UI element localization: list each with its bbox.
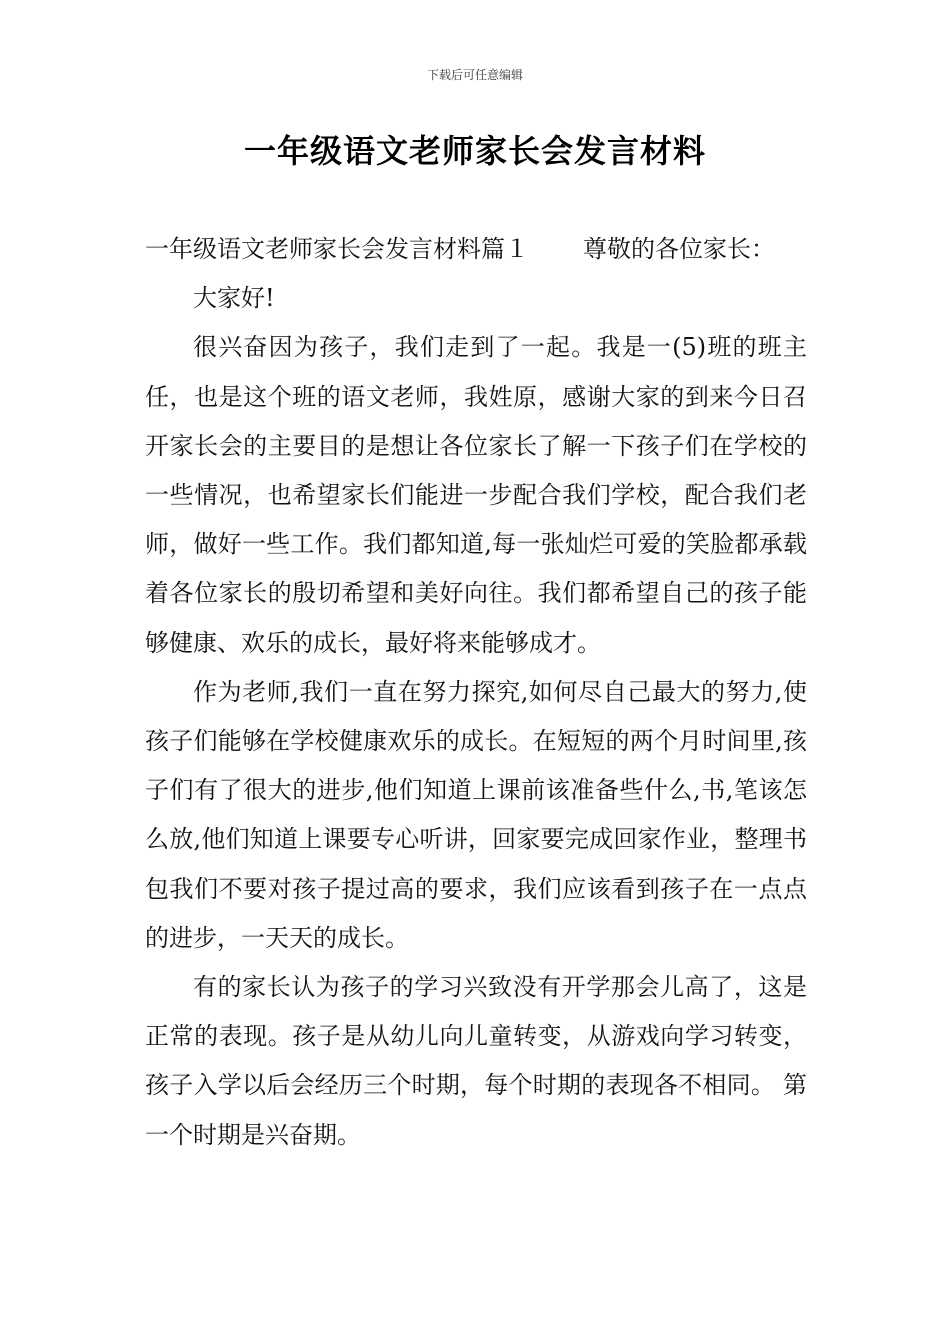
- salutation: 尊敬的各位家长：: [583, 235, 775, 263]
- paragraph-5: 有的家长认为孩子的学习兴致没有开学那会儿高了，这是正常的表现。孩子是从幼儿向儿童转变，从游戏向学习转变，孩子入学以后会经历三个时期，每个时期的表现各不相同。 第一个时期是兴奋期。: [145, 973, 807, 1149]
- page-header-note: 下载后可任意编辑: [426, 68, 523, 82]
- document-title: 一年级语文老师家长会发言材料: [243, 132, 706, 170]
- paragraph-4: 作为老师,我们一直在努力探究,如何尽自己最大的努力,使孩子们能够在学校健康欢乐的成长。在短短的两个月时间里,孩子们有了很大的进步,他们知道上课前该准备些什么,书,笔该怎么放,他们知道上课要专心听讲，回家要完成回家作业，整理书包我们不要对孩子提过高的要求，我们应该看到孩子在一点点的进步，一天天的成长。: [145, 677, 807, 952]
- document-body: [145, 225, 807, 1160]
- section-heading: 一年级语文老师家长会发言材料篇１: [145, 235, 529, 263]
- paragraph-1: [145, 225, 807, 274]
- paragraph-3: 很兴奋因为孩子，我们走到了一起。我是一(5)班的班主任，也是这个班的语文老师，我姓原，感谢大家的到来今日召开家长会的主要目的是想让各位家长了解一下孩子们在学校的一些情况，也希望家长们能进一步配合我们学校，配合我们老师，做好一些工作。我们都知道,每一张灿烂可爱的笑脸都承载着各位家长的殷切希望和美好向往。我们都希望自己的孩子能够健康、欢乐的成长，最好将来能够成才。: [145, 333, 807, 657]
- paragraph-2: 大家好!: [193, 284, 275, 313]
